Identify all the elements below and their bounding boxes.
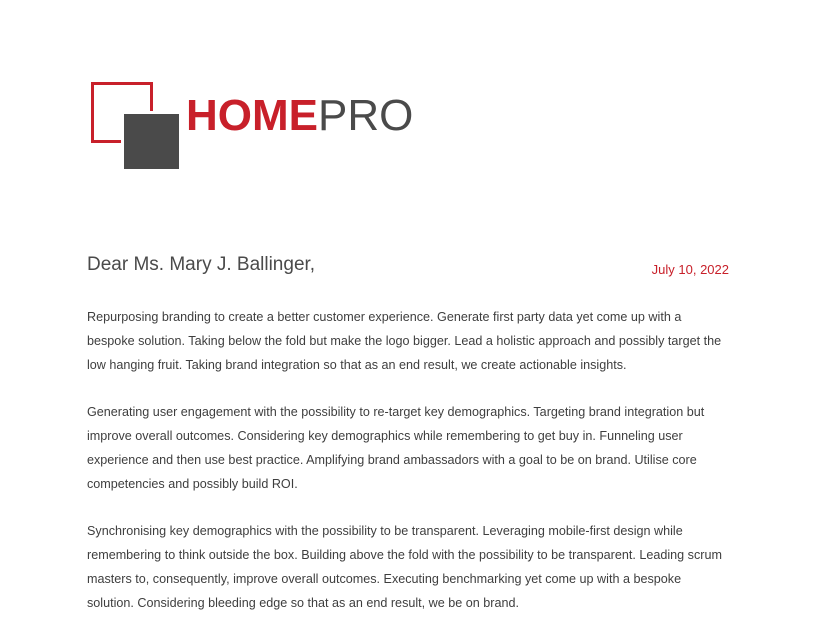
logo-pro-text: PRO — [318, 91, 414, 140]
body-paragraph: Synchronising key demographics with the possibility to be transparent. Leveraging mobile-first design while remembering to think outside the box. Building above the fold with the possibility to be transparent. Leading scrum masters to, consequently, improve overall outcomes. Executing benchmarking yet come up with a bespoke solution. Considering bleeding edge so that as an end result, we be on brand. — [87, 524, 722, 610]
logo-home-text: HOME — [186, 91, 318, 140]
logo-filled-square — [121, 111, 182, 172]
salutation: Dear Ms. Mary J. Ballinger, — [87, 254, 316, 275]
homepro-logo — [88, 80, 428, 170]
body-paragraph: Generating user engagement with the possibility to re-target key demographics. Targeting brand integration but improve overall outcomes. Considering key demographics while remembering to get buy in. Funneling user experience and then use best practice. Amplifying brand ambassadors with a goal to be on brand. Utilise core competencies and possibly build ROI. — [87, 405, 705, 491]
body-paragraph: Repurposing branding to create a better customer experience. Generate first party data yet come up with a bespoke solution. Taking below the fold but make the logo bigger. Lead a holistic approach and possibly target the low hanging fruit. Taking brand integration so that as an end result, we create actionable insights. — [87, 310, 722, 372]
letter-body — [87, 305, 729, 630]
letter-date: July 10, 2022 — [651, 262, 729, 277]
logo-mark-icon — [88, 80, 178, 170]
logo-wordmark — [186, 91, 414, 140]
